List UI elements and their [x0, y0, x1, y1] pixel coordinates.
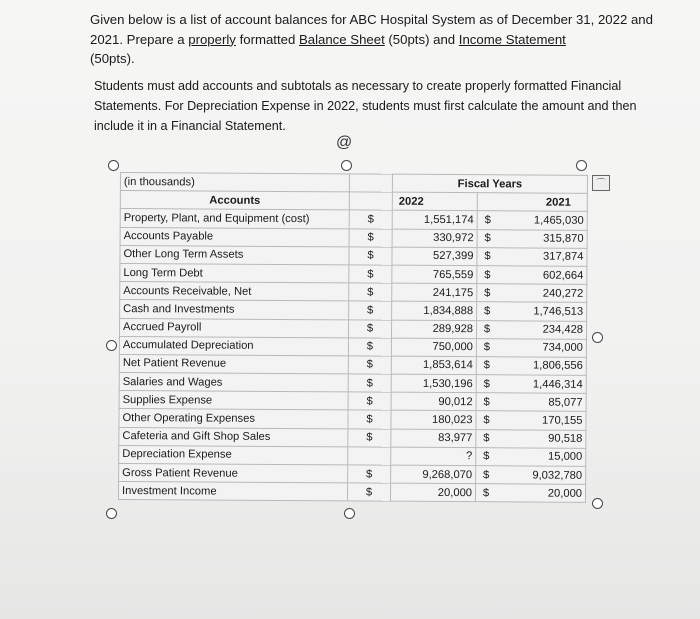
value-2021: 1,446,314: [497, 375, 587, 394]
dollar-sign-2022: $: [347, 483, 390, 501]
balance-sheet-points: (50pts) and: [384, 31, 459, 47]
dollar-sign-2022: $: [348, 338, 391, 356]
account-name: Cafeteria and Gift Shop Sales: [119, 427, 348, 447]
value-2022: 527,399: [392, 247, 477, 266]
value-2022: 330,972: [392, 229, 477, 248]
account-name: Salaries and Wages: [119, 373, 348, 393]
dollar-sign-2021: $: [476, 338, 497, 356]
balance-sheet-label: Balance Sheet: [298, 31, 385, 47]
account-name: Accounts Payable: [120, 227, 349, 247]
dollar-sign-2022: $: [349, 210, 392, 228]
image-anchor-icon: @: [336, 134, 353, 151]
value-2021: 240,272: [497, 284, 587, 303]
dollar-sign-2021: $: [477, 211, 498, 229]
assignment-intro: [90, 10, 660, 69]
dollar-sign-2022: $: [348, 319, 391, 337]
dollar-sign-2021: $: [475, 484, 496, 502]
dollar-sign-2022: $: [348, 465, 391, 483]
income-statement-label: Income Statement: [458, 31, 566, 47]
fiscal-years-header: Fiscal Years: [392, 174, 587, 193]
resize-handle[interactable]: [106, 340, 117, 351]
value-2021: 170,155: [496, 411, 586, 430]
account-name: Cash and Investments: [120, 300, 349, 320]
account-name: Investment Income: [118, 482, 347, 502]
value-2022: 241,175: [392, 283, 477, 302]
dollar-sign-2022: [348, 447, 391, 465]
dollar-sign-2021: $: [476, 375, 497, 393]
dollar-sign-2022: $: [348, 429, 391, 447]
account-name: Accumulated Depreciation: [119, 336, 348, 356]
dollar-sign-2021: $: [477, 229, 498, 247]
value-2022: 765,559: [392, 265, 477, 284]
value-2021: 734,000: [497, 338, 587, 357]
properly-underlined: properly: [188, 31, 236, 47]
dollar-sign-2021: $: [477, 247, 498, 265]
value-2021: 602,664: [497, 266, 587, 285]
resize-handle[interactable]: [106, 508, 117, 519]
value-2022: 83,977: [391, 429, 476, 448]
value-2022: 90,012: [391, 392, 476, 411]
value-2022: 9,268,070: [391, 465, 476, 484]
accounts-header: Accounts: [120, 191, 349, 211]
dollar-sign-2021: $: [476, 411, 497, 429]
value-2021: 9,032,780: [496, 466, 586, 485]
dollar-sign-2022: $: [349, 265, 392, 283]
resize-handle[interactable]: [108, 160, 119, 171]
value-2022: 180,023: [391, 411, 476, 430]
account-name: Net Patient Revenue: [119, 354, 348, 374]
value-2021: 315,870: [498, 229, 588, 248]
dollar-sign-2022: $: [349, 301, 392, 319]
dollar-sign-2021: $: [476, 429, 497, 447]
account-name: Accrued Payroll: [119, 318, 348, 338]
account-name: Supplies Expense: [119, 391, 348, 411]
account-name: Property, Plant, and Equipment (cost): [120, 209, 349, 229]
units-label: (in thousands): [120, 173, 349, 193]
account-name: Accounts Receivable, Net: [120, 282, 349, 302]
dollar-sign-2022: $: [348, 392, 391, 410]
account-name: Depreciation Expense: [119, 445, 348, 465]
dollar-sign-2021: $: [476, 357, 497, 375]
account-balances-table[interactable]: [118, 172, 588, 503]
resize-handle[interactable]: [341, 160, 352, 171]
value-2022: 1,551,174: [392, 211, 477, 230]
dollar-sign-2022: $: [348, 356, 391, 374]
resize-handle[interactable]: [592, 498, 603, 509]
account-name: Long Term Debt: [120, 263, 349, 283]
resize-handle[interactable]: [592, 332, 603, 343]
value-2021: 317,874: [497, 248, 587, 267]
resize-handle[interactable]: [344, 508, 355, 519]
dollar-sign-2022: $: [348, 410, 391, 428]
value-2021: 15,000: [496, 448, 586, 467]
instructions: Students must add accounts and subtotals as necessary to create properly formatted Financial Statements. For Depreciation Expense in 2022, students must first calculate the amount and then include it in a Financial Statement.: [94, 79, 637, 133]
value-2021: 234,428: [497, 320, 587, 339]
income-statement-points: (50pts).: [90, 51, 135, 66]
value-2022: 1,834,888: [392, 301, 477, 320]
value-2022: 750,000: [391, 338, 476, 357]
dollar-sign-2022: $: [349, 228, 392, 246]
value-2021: 1,746,513: [497, 302, 587, 321]
layout-options-icon[interactable]: ⌒: [592, 175, 610, 191]
account-name: Other Long Term Assets: [120, 245, 349, 265]
resize-handle[interactable]: [576, 160, 587, 171]
dollar-sign-2021: $: [476, 320, 497, 338]
dollar-sign-2022: $: [349, 247, 392, 265]
blank-cell: [349, 174, 392, 192]
value-2021: 20,000: [496, 484, 586, 503]
value-2022: 289,928: [391, 320, 476, 339]
value-2022: ?: [391, 447, 476, 466]
value-2021: 90,518: [496, 429, 586, 448]
account-name: Gross Patient Revenue: [119, 463, 348, 483]
dollar-sign-2022: $: [348, 374, 391, 392]
dollar-sign-2021: $: [476, 466, 497, 484]
blank-cell: [349, 192, 392, 210]
dollar-sign-2021: $: [477, 302, 498, 320]
dollar-sign-2021: $: [476, 393, 497, 411]
value-2021: 1,806,556: [497, 357, 587, 376]
intro-text-mid: formatted: [235, 31, 299, 47]
account-name: Other Operating Expenses: [119, 409, 348, 429]
dollar-sign-2021: $: [476, 447, 497, 465]
value-2022: 1,530,196: [391, 374, 476, 393]
value-2022: 20,000: [390, 483, 475, 502]
intro-text: Given below is a list of account balances for ABC Hospital System as of December 31, 2022 and 2021. Prepare a: [90, 12, 653, 47]
year-2022-header: 2022: [392, 192, 477, 211]
year-2021-header: 2021: [477, 193, 587, 212]
dollar-sign-2021: $: [477, 284, 498, 302]
value-2021: 85,077: [497, 393, 587, 412]
value-2022: 1,853,614: [391, 356, 476, 375]
table-row: [118, 482, 585, 503]
dollar-sign-2021: $: [477, 266, 498, 284]
value-2021: 1,465,030: [498, 211, 588, 230]
dollar-sign-2022: $: [349, 283, 392, 301]
